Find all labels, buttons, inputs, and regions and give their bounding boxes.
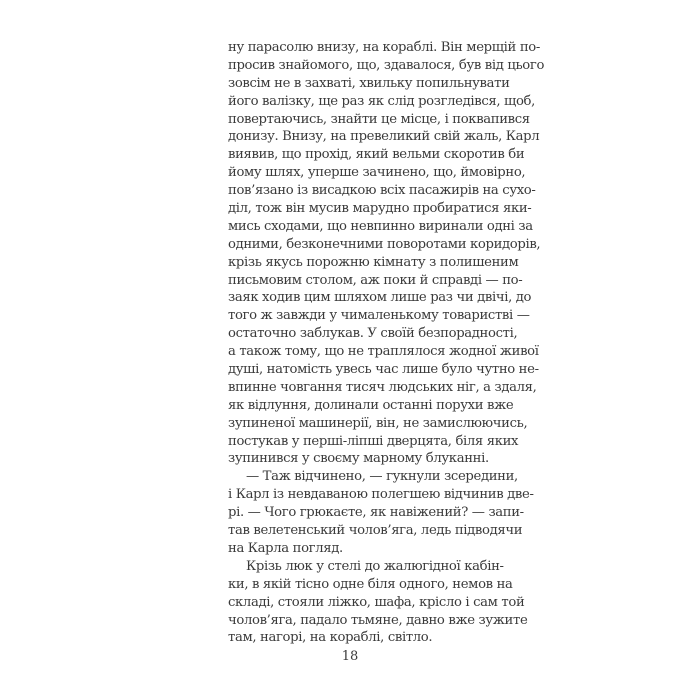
text-line: виявив, що прохід, який вельми скоротив би (228, 147, 525, 163)
text-line: постукав у перші-ліпші дверцята, біля яких (228, 433, 519, 449)
text-line: зупиненої машинерії, він, не замислюючись, (228, 415, 528, 431)
text-line: мись сходами, що невпинно виринали одні за (228, 218, 533, 234)
text-line: складі, стояли ліжко, шафа, крісло і сам той (228, 594, 525, 610)
text-line: на Карла погляд. (228, 540, 343, 556)
text-line: чолов’яга, падало тьмяне, давно вже зужите (228, 612, 528, 628)
text-line: повертаючись, знайти це місце, і поквапився (228, 111, 530, 127)
text-line: рі. — Чого грюкаєте, як навіжений? — запи- (228, 505, 524, 521)
text-line: і Карл із невдаваною полегшею відчинив две- (228, 487, 534, 503)
body-text (228, 39, 545, 647)
text-line: діл, тож він мусив марудно пробиратися яки- (228, 201, 532, 217)
text-line: крізь якусь порожню кімнату з полишеним (228, 254, 519, 270)
text-line: зупинився у своєму марному блуканні. (228, 451, 489, 467)
text-line: душі, натомість увесь час лише було чутно не- (228, 362, 539, 378)
text-line: тав велетенський чолов’яга, ледь підводячи (228, 523, 523, 539)
text-line: письмовим столом, аж поки й справді — по- (228, 272, 523, 288)
text-line: одними, безконечними поворотами коридорів, (228, 236, 541, 252)
text-line: Крізь люк у стелі до жалюгідної кабін- (246, 558, 504, 574)
page-number: 18 (341, 649, 359, 664)
text-line: там, нагорі, на кораблі, світло. (228, 630, 433, 646)
text-line: ки, в якій тісно одне біля одного, немов на (228, 576, 513, 592)
text-line: просив знайомого, що, здавалося, був від цього (228, 57, 545, 73)
text-line: — Таж відчинено, — гукнули зсередини, (246, 469, 518, 485)
text-line: а також тому, що не траплялося жодної живої (228, 344, 539, 360)
text-line: впинне човгання тисяч людських ніг, а здаля, (228, 379, 537, 395)
text-line: його валізку, ще раз як слід розгледівся, щоб, (228, 93, 535, 109)
text-line: як відлуння, долинали останні порухи вже (228, 397, 514, 413)
text-line: остаточно заблукав. У своїй безпорадності, (228, 326, 518, 342)
text-line: ну парасолю внизу, на кораблі. Він мерщій по- (228, 40, 540, 55)
text-line: того ж завжди у чималенькому товаристві — (228, 308, 530, 324)
text-line: донизу. Внизу, на превеликий свій жаль, Карл (228, 129, 540, 145)
text-line: йому шлях, уперше зачинено, що, ймовірно, (228, 165, 526, 181)
text-line: зовсім не в захваті, хвильку попильнувати (228, 75, 510, 91)
text-line: заяк ходив цим шляхом лише раз чи двічі, до (228, 290, 532, 306)
text-line: пов’язано із висадкою всіх пасажирів на сухо- (228, 183, 536, 199)
